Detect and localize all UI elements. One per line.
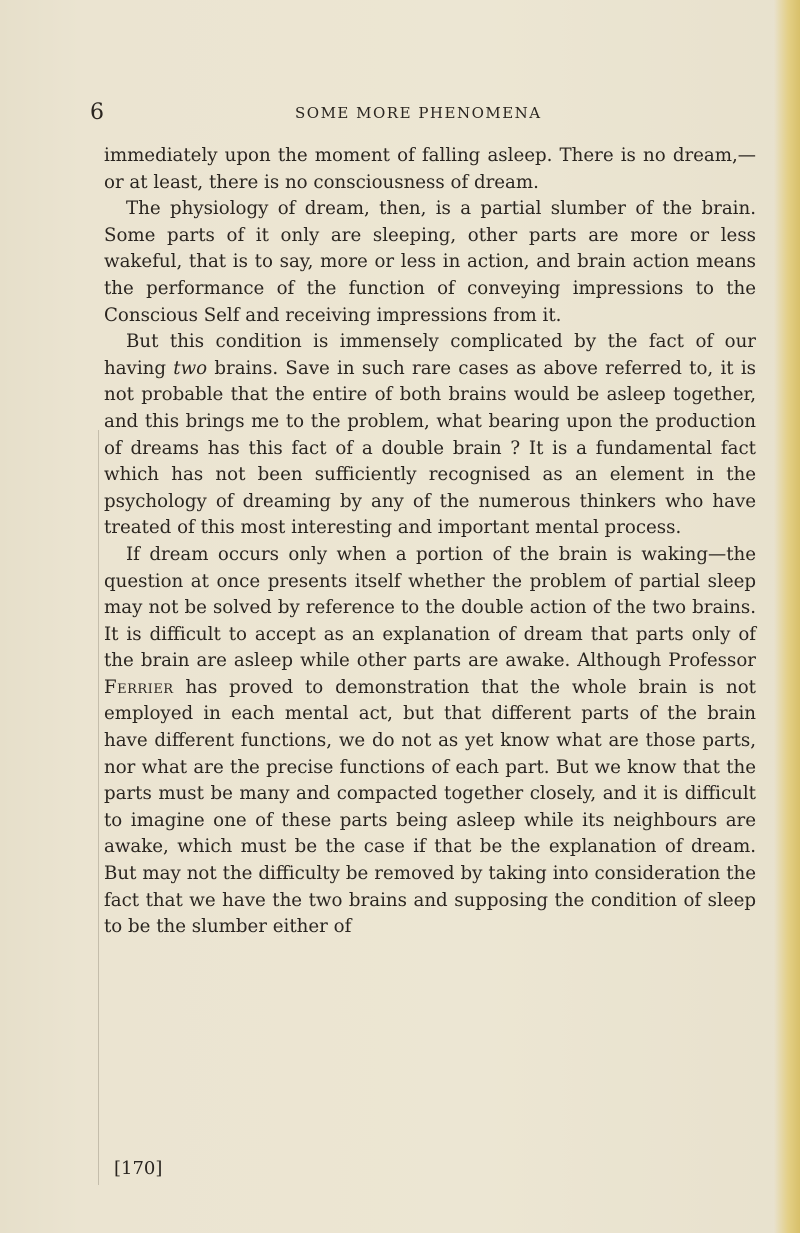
paragraph-4-part-1: If dream occurs only when a portion of the brain is waking—the question at once presents itself whether the problem of partial sleep may not be solved by reference to the double action of the two brains. It is difficult to accept as an explanation of dream that parts only of the brain are asleep while other parts are awake. Although Professor [104,543,756,672]
paragraph-3 [104,329,756,542]
paragraph-4-part-2: has proved to demonstration that the whole brain is not employed in each mental act, but that different parts of the brain have different functions, we do not as yet know what are those parts, nor what are the precise functions of each part. But we know that the parts must be many and compacted together closely, and it is difficult to imagine one of these parts being asleep while its neighbours are awake, which must be the case if that be the explanation of dream. But may not the difficulty be removed by taking into consideration the fact that we have the two brains and supposing the condition of sleep to be the slumber either of [104,676,756,938]
name-ferrier: Ferrier [104,676,174,698]
running-head: SOME MORE PHENOMENA [295,104,542,122]
paragraph-1: immediately upon the moment of falling asleep. There is no dream,—or at least, there is no consciousness of dream. [104,145,756,193]
gutter-shadow [98,430,99,1185]
page-edge [774,0,800,1233]
paragraph-2: The physiology of dream, then, is a partial slumber of the brain. Some parts of it only are sleeping, other parts are more or less wakeful, that is to say, more or less in action, and brain action means the performance of the function of conveying impressions to the Conscious Self and receiving impressions from it. [104,198,756,326]
page-header [90,100,730,130]
body-text [104,143,756,941]
paragraph-3-part-1: But this condition is immensely complicated by the fact of our having [104,331,756,379]
page-number: 6 [90,100,104,125]
emphasis-two: two [173,357,208,379]
bracket-page-number: [170] [114,1158,163,1179]
paragraph-3-part-2: brains. Save in such rare cases as above referred to, it is not probable that the entire of both brains would be asleep together, and this brings me to the problem, what bearing upon the production of dreams has this fact of a double brain ? It is a fundamental fact which has not been sufficiently recognised as an element in the psychology of dreaming by any of the numerous thinkers who have treated of this most interesting and important mental process. [104,357,756,539]
paragraph-4 [104,542,756,941]
